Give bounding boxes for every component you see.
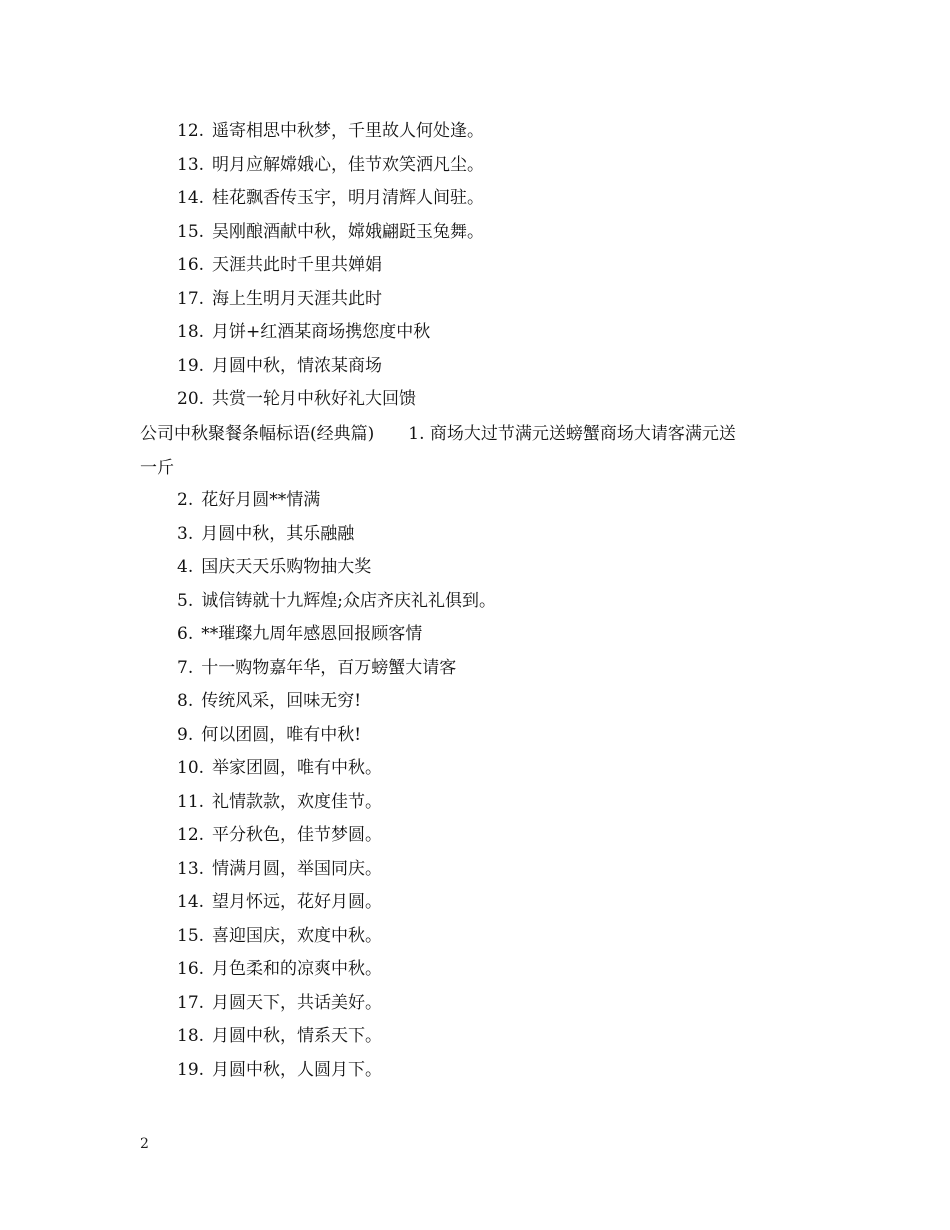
page-number: 2 xyxy=(140,1136,149,1152)
list-item: 17. 海上生明月天涯共此时 xyxy=(177,288,383,309)
list-item: 7. 十一购物嘉年华，百万螃蟹大请客 xyxy=(177,657,457,678)
list-item: 10. 举家团圆，唯有中秋。 xyxy=(177,758,383,778)
list-item: 6. **璀璨九周年感恩回报顾客情 xyxy=(177,624,423,644)
list-item: 18. 月饼+红酒某商场携您度中秋 xyxy=(177,322,431,342)
list-item: 15. 喜迎国庆，欢度中秋。 xyxy=(177,925,383,946)
list-item: 3. 月圆中秋，其乐融融 xyxy=(177,523,355,544)
list-item: 5. 诚信铸就十九辉煌;众店齐庆礼礼俱到。 xyxy=(177,590,496,611)
list-item: 19. 月圆中秋，情浓某商场 xyxy=(177,355,383,376)
list-item: 16. 月色柔和的凉爽中秋。 xyxy=(177,959,383,979)
section-heading-row xyxy=(140,417,820,451)
list-item: 17. 月圆天下，共话美好。 xyxy=(177,992,383,1013)
slogan-list xyxy=(0,484,950,1087)
list-item: 4. 国庆天天乐购物抽大奖 xyxy=(177,557,372,577)
list-item: 15. 吴刚酿酒献中秋，嫦娥翩跹玉兔舞。 xyxy=(177,221,485,242)
first-item-wrap: 一斤 xyxy=(140,458,174,478)
list-item: 13. 情满月圆，举国同庆。 xyxy=(177,858,383,879)
section-title: 公司中秋聚餐条幅标语(经典篇) xyxy=(140,424,375,444)
list-item: 19. 月圆中秋，人圆月下。 xyxy=(177,1059,383,1080)
list-item: 12. 平分秋色，佳节梦圆。 xyxy=(177,825,383,845)
list-item: 9. 何以团圆，唯有中秋! xyxy=(177,724,362,745)
list-item: 11. 礼情款款，欢度佳节。 xyxy=(177,791,383,812)
section-heading-block xyxy=(140,417,820,485)
list-item: 16. 天涯共此时千里共婵娟 xyxy=(177,255,383,275)
list-item: 2. 花好月圆**情满 xyxy=(177,490,321,510)
slogan-list-continued xyxy=(0,115,950,417)
list-item: 14. 望月怀远，花好月圆。 xyxy=(177,892,383,912)
list-item: 20. 共赏一轮月中秋好礼大回馈 xyxy=(177,389,417,409)
first-item-text: 1. 商场大过节满元送螃蟹商场大请客满元送 xyxy=(408,424,736,444)
list-item: 14. 桂花飘香传玉宇，明月清辉人间驻。 xyxy=(177,188,485,208)
list-item: 18. 月圆中秋，情系天下。 xyxy=(177,1026,383,1046)
list-item: 12. 遥寄相思中秋梦，千里故人何处逢。 xyxy=(177,121,485,141)
list-item: 8. 传统风采，回味无穷! xyxy=(177,691,362,711)
list-item: 13. 明月应解嫦娥心，佳节欢笑洒凡尘。 xyxy=(177,154,485,175)
